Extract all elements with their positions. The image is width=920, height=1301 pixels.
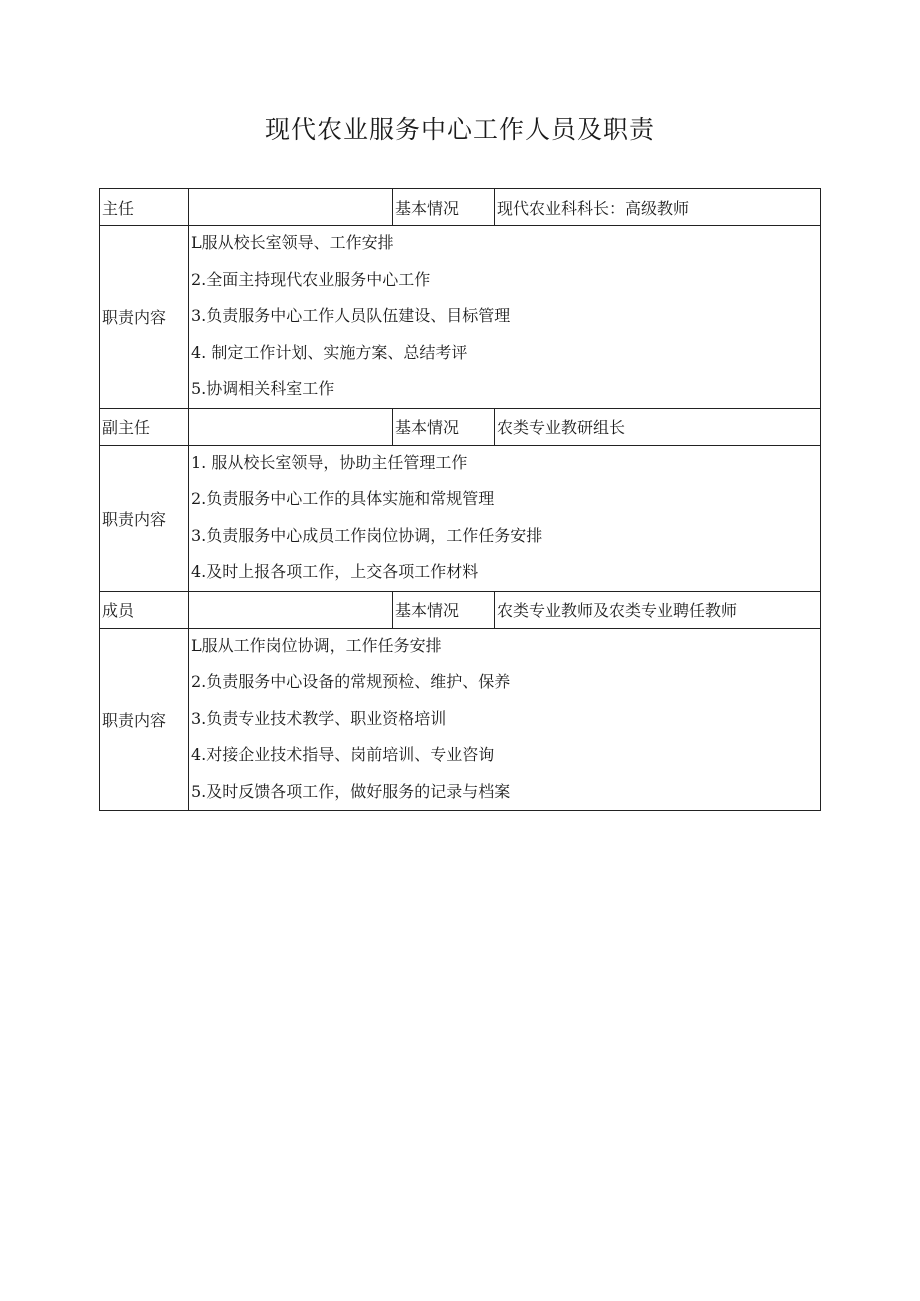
basic-info-label: 基本情况 <box>393 408 495 445</box>
name-cell <box>189 408 393 445</box>
name-cell <box>189 189 393 226</box>
duty-item: 3.负责服务中心成员工作岗位协调，工作任务安排 <box>191 525 543 545</box>
duty-item: 5.及时反馈各项工作，做好服务的记录与档案 <box>191 781 511 801</box>
duty-label: 职责内容 <box>100 628 189 811</box>
duty-row <box>100 445 821 591</box>
duty-item: 4.对接企业技术指导、岗前培训、专业咨询 <box>191 745 495 764</box>
duty-list <box>189 445 821 591</box>
basic-info-label: 基本情况 <box>393 189 495 226</box>
role-cell: 副主任 <box>100 408 189 445</box>
duty-item: L服从校长室领导、工作安排 <box>191 233 394 252</box>
duty-item: 2.负责服务中心工作的具体实施和常规管理 <box>191 489 495 508</box>
duty-label: 职责内容 <box>100 226 189 409</box>
basic-info-value: 农类专业教研组长 <box>495 408 821 445</box>
duty-item: 4.及时上报各项工作，上交各项工作材料 <box>191 562 479 581</box>
duty-item: 3.负责专业技术教学、职业资格培训 <box>191 708 447 728</box>
duty-item: 4. 制定工作计划、实施方案、总结考评 <box>191 342 468 362</box>
basic-info-label: 基本情况 <box>393 591 495 628</box>
duty-list <box>189 226 821 409</box>
duty-item: 1. 服从校长室领导，协助主任管理工作 <box>191 452 468 472</box>
staff-duty-table <box>99 188 821 811</box>
page-title: 现代农业服务中心工作人员及职责 <box>264 115 655 144</box>
duty-item: 5.协调相关科室工作 <box>191 379 335 398</box>
basic-info-value: 农类专业教师及农类专业聘任教师 <box>495 591 821 628</box>
duty-label: 职责内容 <box>100 445 189 591</box>
duty-item: 2.负责服务中心设备的常规预检、维护、保养 <box>191 672 511 691</box>
name-cell <box>189 591 393 628</box>
duty-row <box>100 628 821 811</box>
section-header-row <box>100 408 821 445</box>
section-header-row <box>100 189 821 226</box>
section-header-row <box>100 591 821 628</box>
duty-item: L服从工作岗位协调，工作任务安排 <box>191 635 442 655</box>
role-cell: 主任 <box>100 189 189 226</box>
duty-row <box>100 226 821 409</box>
duty-list <box>189 628 821 811</box>
duty-item: 3.负责服务中心工作人员队伍建设、目标管理 <box>191 306 511 325</box>
duty-item: 2.全面主持现代农业服务中心工作 <box>191 269 431 289</box>
role-cell: 成员 <box>100 591 189 628</box>
basic-info-value: 现代农业科科长：高级教师 <box>495 189 821 226</box>
